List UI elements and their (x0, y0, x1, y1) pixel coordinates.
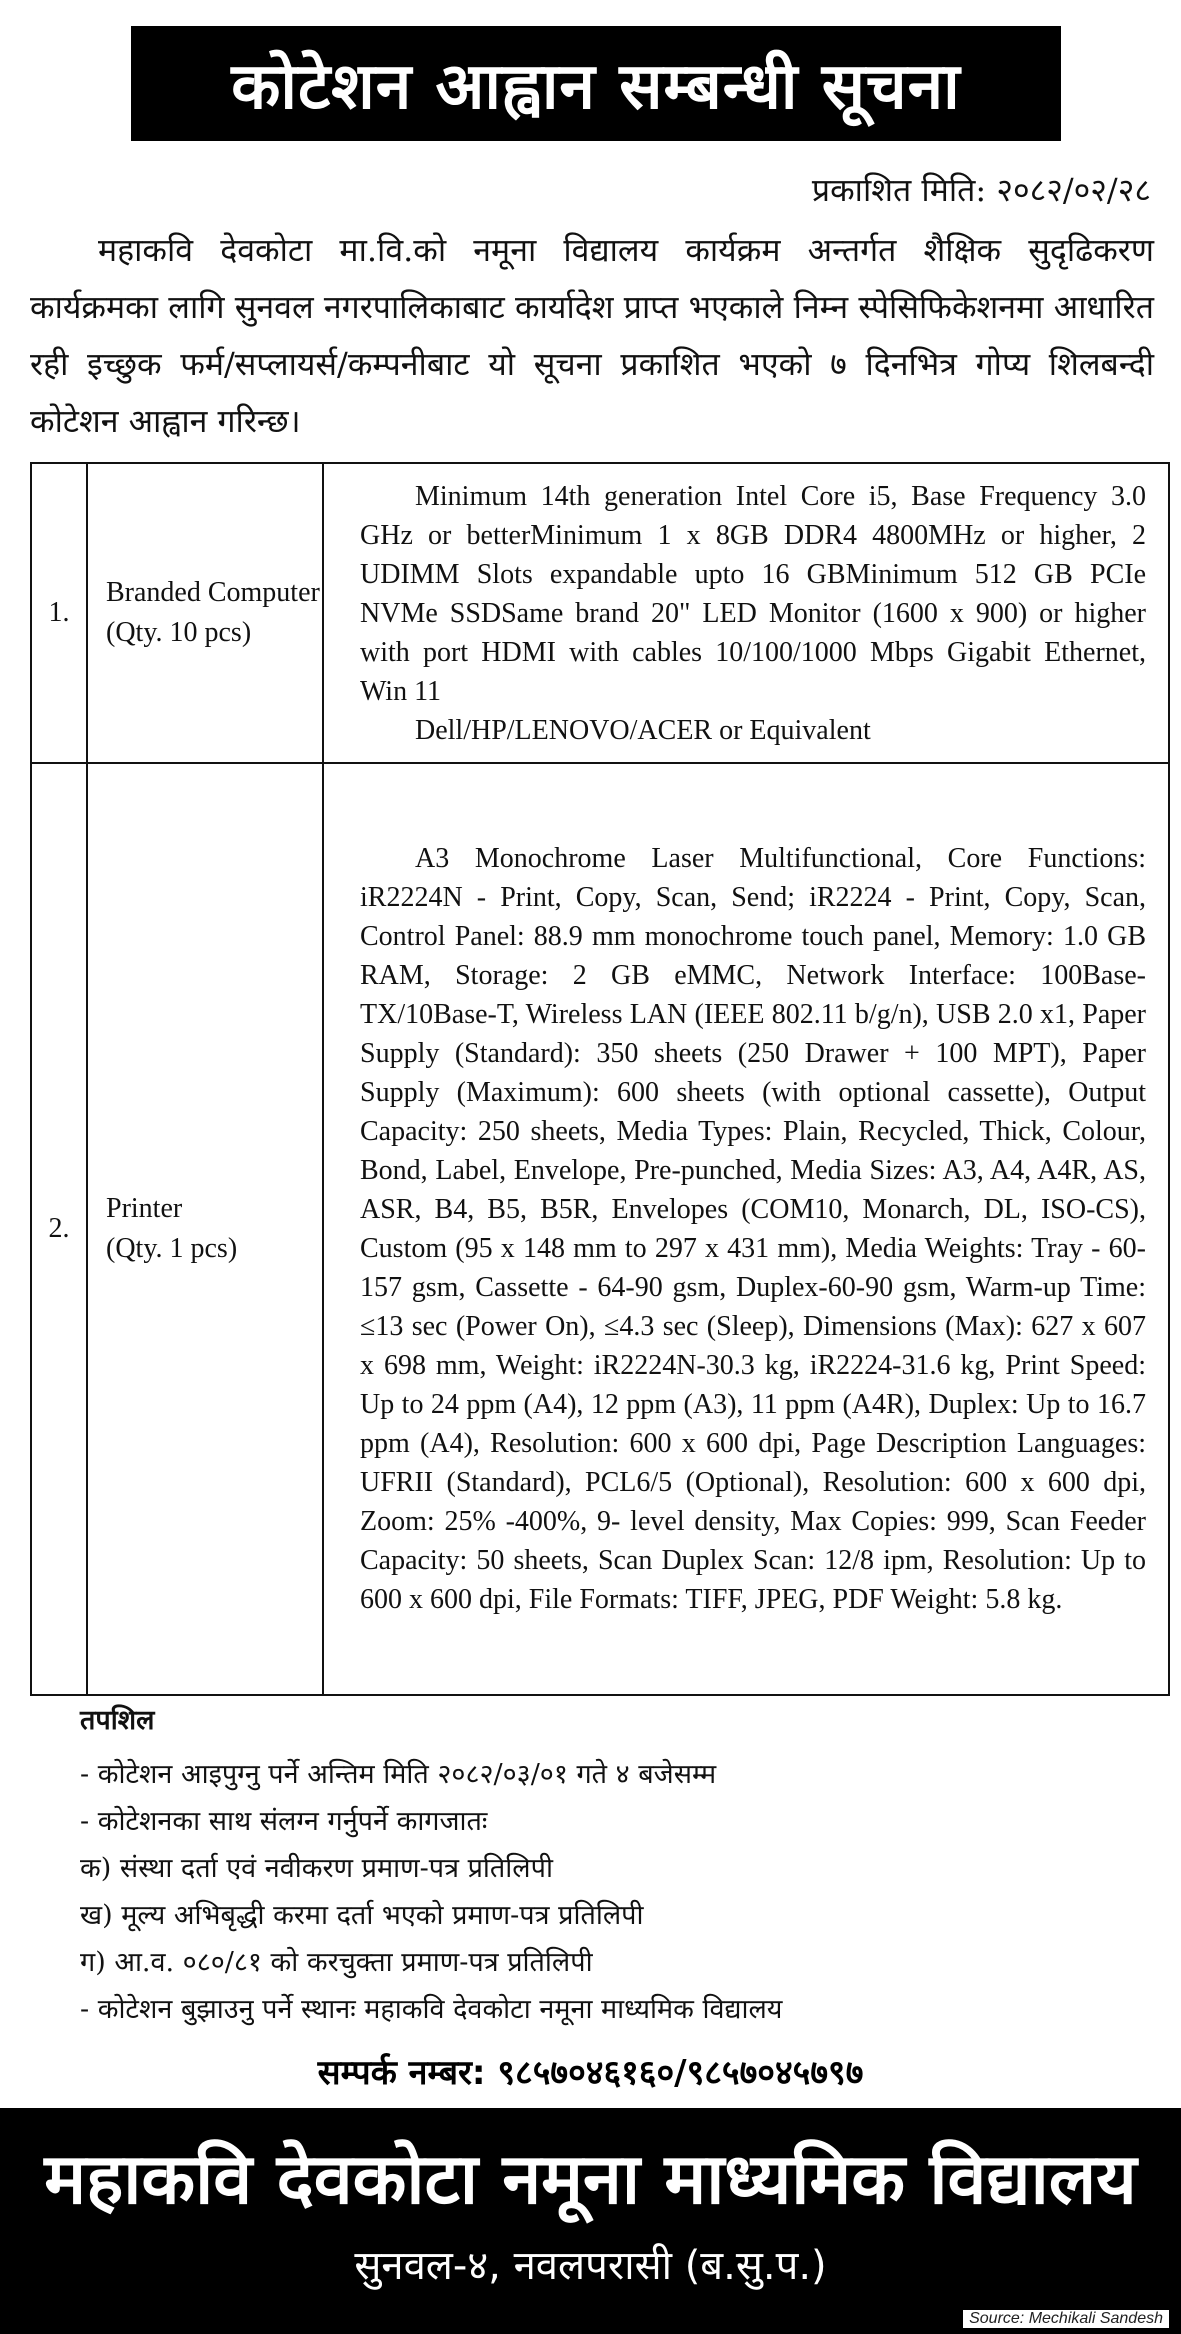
item-spec-cell (323, 463, 1169, 763)
item-name-cell (87, 763, 323, 1695)
notes-line: ग) आ.व. ०८०/८१ को करचुक्ता प्रमाण-पत्र प्रतिलिपी (80, 1947, 593, 1978)
item-qty: (Qty. 10 pcs) (106, 617, 252, 648)
item-name: Printer (106, 1193, 183, 1224)
published-value: २०८२/०२/२८ (996, 171, 1151, 209)
source-credit: Source: Mechikali Sandesh (963, 2310, 1169, 2328)
notes-header: तपशिल (80, 1705, 155, 1736)
item-spec-cell (323, 763, 1169, 1695)
item-name: Branded Computer (106, 577, 320, 608)
specification-table (30, 462, 1170, 1696)
school-address: सुनवल-४, नवलपरासी (ब.सु.प.) (354, 2243, 827, 2289)
notice-title: कोटेशन आह्वान सम्बन्धी सूचना (131, 26, 1061, 141)
contact-number: सम्पर्क नम्बर: ९८५७०४६१६०/९८५७०४५७९७ (317, 2053, 864, 2093)
notes-section (80, 1700, 1130, 2033)
notes-line: - कोटेशनका साथ संलग्न गर्नुपर्ने कागजातः (80, 1806, 488, 1837)
published-date (812, 168, 1151, 211)
item-spec: Minimum 14th generation Intel Core i5, Base Frequency 3.0 GHz or betterMinimum 1 x 8GB DDR4 4800MHz or higher, 2 UDIMM Slots expandable upto 16 GBMinimum 512 GB PCIe NVMe SSDSame brand 20" LED Monitor (1600 x 900) or higher with port HDMI with cables 10/100/1000 Mbps Gigabit Ethernet, Win 11 (360, 480, 1146, 707)
notes-line: ख) मूल्य अभिबृद्धी करमा दर्ता भएको प्रमाण-पत्र प्रतिलिपी (80, 1900, 644, 1931)
notes-line: - कोटेशन बुझाउनु पर्ने स्थानः महाकवि देवकोटा नमूना माध्यमिक विद्यालय (80, 1994, 783, 2025)
item-serial: 1. (31, 463, 87, 763)
school-name: महाकवि देवकोटा नमूना माध्यमिक विद्यालय (44, 2138, 1137, 2220)
published-label: प्रकाशित मिति: (811, 171, 987, 209)
item-serial: 2. (31, 763, 87, 1695)
intro-paragraph: महाकवि देवकोटा मा.वि.को नमूना विद्यालय कार्यक्रम अन्तर्गत शैक्षिक सुदृढिकरण कार्यक्रमका लागि सुनवल नगरपालिकाबाट कार्यादेश प्राप्त भएकाले निम्न स्पेसिफिकेशनमा आधारित रही इच्छुक फर्म/सप्लायर्स/कम्पनीबाट यो सूचना प्रकाशित भएको ७ दिनभित्र गोप्य शिलबन्दी कोटेशन आह्वान गरिन्छ। (30, 231, 1154, 440)
item-qty: (Qty. 1 pcs) (106, 1233, 238, 1264)
notes-line: - कोटेशन आइपुग्नु पर्ने अन्तिम मिति २०८२/०३/०१ गते ४ बजेसम्म (80, 1759, 717, 1790)
footer-banner (0, 2108, 1181, 2334)
item-brands: Dell/HP/LENOVO/ACER or Equivalent (415, 714, 871, 746)
table-row (31, 463, 1169, 763)
notes-line: क) संस्था दर्ता एवं नवीकरण प्रमाण-पत्र प्रतिलिपी (80, 1853, 553, 1884)
table-row (31, 763, 1169, 1695)
item-name-cell (87, 463, 323, 763)
item-spec: A3 Monochrome Laser Multifunctional, Core Functions: iR2224N - Print, Copy, Scan, Send; iR2224 - Print, Copy, Scan, Control Panel: 88.9 mm monochrome touch panel, Memory: 1.0 GB RAM, Storage: 2 GB eMMC, Network Interface: 100Base-TX/10Base-T, Wireless LAN (IEEE 802.11 b/g/n), USB 2.0 x1, Paper Supply (Standard): 350 sheets (250 Drawer + 100 MPT), Paper Supply (Maximum): 600 sheets (with optional cassette), Output Capacity: 250 sheets, Media Types: Plain, Recycled, Thick, Colour, Bond, Label, Envelope, Pre-punched, Media Sizes: A3, A4, A4R, AS, ASR, B4, B5, B5R, Envelopes (COM10, Monarch, DL, ISO-CS), Custom (95 x 148 mm to 297 x 431 mm), Media Weights: Tray - 60-157 gsm, Cassette - 64-90 gsm, Duplex-60-90 gsm, Warm-up Time: ≤13 sec (Power On), ≤4.3 sec (Sleep), Dimensions (Max): 627 x 607 x 698 mm, Weight: iR2224N-30.3 kg, iR2224-31.6 kg, Print Speed: Up to 24 ppm (A4), 12 ppm (A3), 11 ppm (A4R), Duplex: Up to 16.7 ppm (A4), Resolution: 600 x 600 dpi, Page Description Languages: UFRII (Standard), PCL6/5 (Optional), Resolution: 600 x 600 dpi, Zoom: 25% -400%, 9- level density, Max Copies: 999, Scan Feeder Capacity: 50 sheets, Scan Duplex Scan: 12/8 ipm, Resolution: Up to 600 x 600 dpi, File Formats: TIFF, JPEG, PDF Weight: 5.8 kg. (360, 843, 1146, 1615)
